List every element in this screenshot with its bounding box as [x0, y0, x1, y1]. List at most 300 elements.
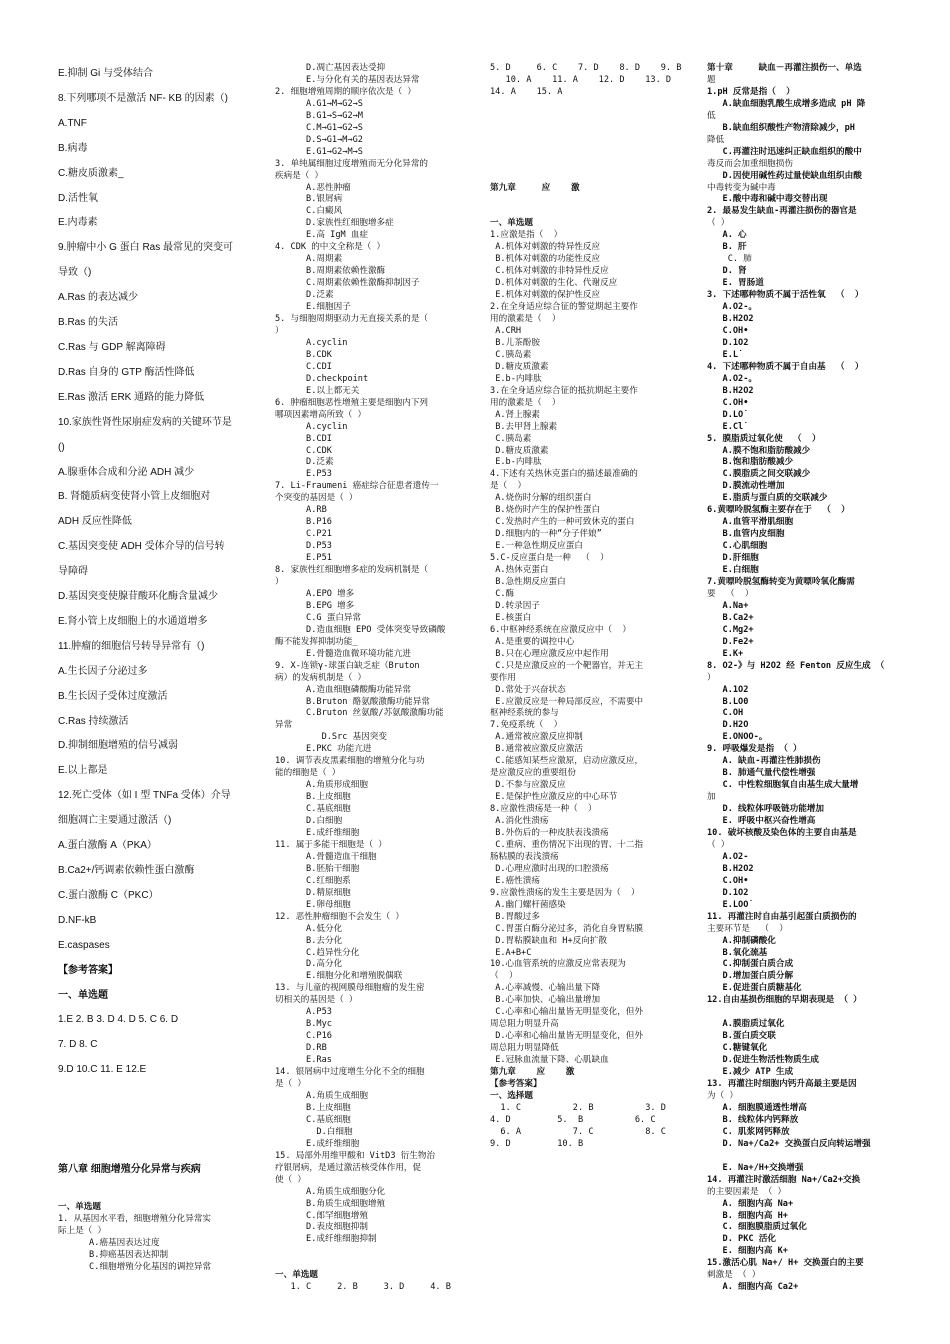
text-line: 1. C 2. B 3. D 4. B: [275, 1282, 451, 1293]
text-line: 13. 再灌注时细胞内钙升高最主要是因: [707, 1079, 857, 1090]
section-heading: 一、单选题: [58, 1201, 101, 1212]
text-line: 4. 下述哪种物质不属于自由基 （ ）: [707, 361, 864, 372]
text-line: （ ）: [707, 218, 730, 229]
text-line: B.Bruton 酪氨酸激酶功能异常: [275, 696, 430, 707]
text-line: A.造血细胞磷酸酶功能异常: [275, 684, 411, 695]
text-line: 肠粘膜的表浅溃疡: [490, 851, 559, 862]
text-line: 4. CDK 的中文全称是（ ）: [275, 242, 386, 253]
text-line: B. 细胞内高 H+: [707, 1210, 788, 1221]
text-line: B.去分化: [275, 935, 343, 946]
text-line: 1.应激是指（ ）: [490, 230, 563, 241]
text-line: [490, 99, 695, 111]
text-line: C.重病、重伤情况下出现的胃、十二指: [490, 839, 644, 850]
text-line: 的主要因素是 （ ）: [707, 1186, 787, 1197]
text-line: B. 线粒体内钙释放: [707, 1114, 799, 1125]
text-line: A.周期素: [275, 254, 343, 265]
text-line: D. 线粒体呼吸链功能增加: [707, 804, 824, 815]
text-line: C.Ras 持续激活: [58, 715, 129, 727]
text-line: B.缺血组织酸性产物清除减少，pH: [707, 122, 855, 133]
text-line: 9. X-连锁γ-球蛋白缺乏症（Bruton: [275, 660, 420, 671]
text-line: C.G 蛋白异常: [275, 612, 362, 623]
text-line: A.恶性肿瘤: [275, 182, 351, 193]
text-line: 低: [707, 110, 716, 121]
text-line: B.病毒: [58, 142, 88, 154]
text-line: E.以上都无关: [275, 385, 360, 396]
text-line: B.上皮细胞: [275, 1102, 351, 1113]
text-line: A.Na+: [707, 600, 749, 611]
text-line: B.H2O2: [707, 385, 754, 396]
text-line: 使（ ）: [275, 1174, 306, 1185]
text-line: E.细胞因子: [275, 302, 351, 313]
section-heading: 一、单选题: [275, 1270, 318, 1281]
text-line: D.家族性红细胞增多症: [275, 218, 394, 229]
text-line: C.再灌注时迅速纠正缺血组织的酸中: [707, 146, 862, 157]
text-line: E.成纤维细胞: [275, 1138, 360, 1149]
text-line: 14. A 15. A: [490, 86, 563, 97]
text-line: B.儿茶酚胺: [490, 337, 540, 348]
text-line: D.抑制细胞增殖的信号减弱: [58, 740, 178, 752]
text-line: B.Myc: [275, 1019, 332, 1030]
text-line: E.Ras: [275, 1055, 332, 1066]
text-line: A.角质生成细胞分化: [275, 1186, 386, 1197]
text-line: 病）的发病机制是（ ）: [275, 672, 367, 683]
text-line: 7.黄嘌呤脱氢酶转变为黄嘌呤氧化酶需: [707, 576, 855, 587]
text-line: 10. 破坏核酸及染色体的主要自由基是: [707, 828, 857, 838]
text-line: A.消化性溃疡: [490, 816, 549, 827]
text-line: C.郎罕细胞增殖: [275, 1210, 368, 1221]
section-heading: 一、单选题: [58, 989, 108, 1001]
text-line: [707, 1007, 897, 1019]
text-line: 酶不能发挥抑制功能_: [275, 636, 358, 647]
text-line: 1.E 2. B 3. D 4. D 5. C 6. D: [58, 1014, 179, 1026]
text-line: A.O2-。: [707, 302, 757, 313]
text-line: D.H2O: [707, 720, 749, 731]
text-line: D.泛素: [275, 290, 334, 301]
text-line: 15.激活心肌 Na+/ H+ 交换蛋白的主要: [707, 1258, 864, 1269]
text-line: A.生长因子分泌过多: [58, 665, 148, 677]
text-line: 7.免疫系统（ ）: [490, 720, 563, 731]
text-line: E.白细胞: [707, 565, 759, 576]
text-line: D.心理应激时出现的口腔溃疡: [490, 863, 609, 874]
text-line: 15. 局部外用维甲酸和 VitD3 衍生物治: [275, 1150, 436, 1161]
text-line: 9.D 10.C 11. E 12.E: [58, 1064, 147, 1076]
text-line: B.Ca2+/钙调素依赖性蛋白激酶: [58, 865, 195, 876]
text-line: D.糖皮质激素: [490, 445, 549, 456]
text-line: ）: [275, 325, 284, 336]
option-text: C.细胞增殖分化基因的调控异常: [58, 1261, 212, 1272]
text-line: B.心率加快、心输出量增加: [490, 995, 601, 1006]
text-line: D.精原细胞: [275, 887, 351, 898]
text-line: ）: [707, 672, 716, 683]
text-line: C.红细胞系: [275, 875, 351, 886]
text-line: 周总阻力明显降低: [490, 1043, 559, 1054]
option-text: B.抑癌基因表达抑制: [58, 1249, 169, 1260]
text-line: B.银屑病: [275, 194, 343, 205]
text-line: 11. 属于多能干细胞是（ ）: [275, 839, 387, 850]
text-line: 刺激是 （ ）: [707, 1270, 761, 1281]
text-line: D.机体对刺激的生化、代谢反应: [490, 278, 618, 289]
text-line: E.Ras 激活 ERK 通路的能力降低: [58, 391, 205, 403]
text-line: C.趋异性分化: [275, 947, 360, 958]
text-line: 11. 再灌注时自由基引起蛋白质损伤的: [707, 911, 857, 922]
text-line: 用的激素是（ ）: [490, 314, 561, 325]
text-line: 疗银屑病，是通过激活核受体作用，促: [275, 1162, 422, 1173]
text-line: 3. 下述哪种物质不属于活性氧 （ ）: [707, 290, 864, 301]
text-line: D.S→G1→M→G2: [275, 134, 363, 145]
text-line: A.EPO 增多: [275, 588, 355, 599]
text-line: [490, 194, 695, 206]
text-line: A.抑制磷酸化: [707, 935, 776, 946]
text-line: （ ）: [490, 971, 518, 982]
text-line: 7. Li-Fraumeni 癌症综合征患者遗传一: [275, 481, 439, 492]
text-line: E.L˙: [707, 349, 744, 360]
text-line: C.CDI: [275, 361, 332, 372]
text-line: 加: [707, 792, 716, 803]
text-line: A.O2-: [707, 851, 749, 862]
text-line: 中毒转变为碱中毒: [707, 182, 776, 193]
text-line: E.LOO˙: [707, 899, 754, 910]
text-line: E.减少 ATP 生成: [707, 1067, 794, 1078]
text-line: C.OH•: [707, 325, 749, 336]
text-line: A.血管平滑肌细胞: [707, 517, 794, 528]
text-line: B.胚胎干细胞: [275, 863, 360, 874]
text-line: (): [58, 441, 65, 453]
text-line: 4.下述有关热休克蛋白的描述最准确的: [490, 469, 638, 480]
text-line: D.RB: [275, 1043, 327, 1054]
text-line: 8.下列哪项不是激活 NF- KB 的因素（): [58, 92, 229, 104]
text-line: 能的细胞是（ ）: [275, 768, 341, 779]
text-line: D.常处于兴奋状态: [490, 684, 566, 695]
text-line: [707, 1151, 897, 1163]
text-line: D.不参与应激反应: [490, 780, 566, 791]
text-line: B. 肾髓质病变使肾小管上皮细胞对: [58, 491, 211, 503]
text-line: C.蛋白激酶 C（PKC）: [58, 889, 159, 901]
text-line: D.肝细胞: [707, 553, 759, 564]
text-line: [490, 123, 695, 135]
text-line: A.G1→M→G2→S: [275, 98, 363, 109]
text-line: C.酶: [490, 588, 515, 599]
text-line: A. 缺血-再灌注性肺损伤: [707, 756, 821, 767]
text-line: E.b-内啡肽: [490, 457, 542, 468]
text-line: C. 中性粒细胞氧自由基生成大量增: [707, 780, 859, 791]
text-line: D.转录因子: [490, 600, 540, 611]
text-line: 是应激反应的重要组份: [490, 768, 576, 779]
text-line: C.心肌细胞: [707, 541, 768, 552]
text-line: B.氧化巯基: [707, 947, 768, 958]
text-line: A. 心: [707, 230, 747, 241]
text-line: E.核蛋白: [490, 612, 532, 623]
text-line: C.基底细胞: [275, 1114, 351, 1125]
text-line: 10. 调节表皮黑素细胞的增殖分化与功: [275, 756, 425, 767]
text-line: A.P53: [275, 1007, 332, 1018]
text-line: 14. 银屑病中过度增生分化不全的细胞: [275, 1067, 425, 1078]
text-line: 14. 再灌注时激活细胞 Na+/Ca2+交换: [707, 1174, 861, 1185]
text-line: E.冠脉血流量下降、心肌缺血: [490, 1055, 609, 1066]
text-line: E.骨髓造血微环境功能亢进: [275, 648, 411, 659]
text-line: [275, 1246, 465, 1258]
text-line: C.胰岛素: [490, 349, 532, 360]
text-line: C.Bruton 丝氨酸/苏氨酸激酶功能: [275, 708, 444, 719]
text-line: E.机体对刺激的保护性反应: [490, 290, 601, 301]
text-line: 5. 与细胞周期驱动力无直接关系的是（: [275, 314, 429, 325]
text-line: C.胰岛素: [490, 433, 532, 444]
section-heading: 一、单选题: [490, 218, 533, 229]
text-line: 细胞凋亡主要通过激活（): [58, 815, 172, 827]
text-line: 个突变的基因是（ ）: [275, 493, 358, 504]
text-line: C.发热时产生的一种可致休克的蛋白: [490, 517, 635, 528]
text-line: C.只是应激反应的一个靶器官，并无主: [490, 660, 644, 671]
text-line: D.凋亡基因表达受抑: [275, 63, 386, 73]
text-line: D.Fe2+: [707, 636, 754, 647]
text-line: C.糖皮质激素_: [58, 167, 124, 179]
text-line: A.膜不饱和脂肪酸减少: [707, 445, 811, 456]
text-line: B.G1→S→G2→M: [275, 110, 363, 121]
text-line: 降低: [707, 134, 725, 145]
text-line: E.成纤维细胞: [275, 828, 360, 838]
text-line: [275, 1258, 465, 1270]
text-line: B.Ras 的失活: [58, 317, 119, 329]
text-line: [58, 1083, 254, 1108]
text-line: 枢神经系统的参与: [490, 708, 559, 719]
text-line: A.角质生成细胞: [275, 1090, 368, 1101]
question-text: 1. 从基因水平看，细胞增殖分化异常实: [58, 1213, 212, 1224]
text-line: B.H2O2: [707, 863, 754, 874]
text-line: 是（ ）: [275, 1079, 306, 1090]
text-line: B.通常被应激反应激活: [490, 744, 583, 755]
text-line: [490, 147, 695, 159]
text-line: B.只在心理应激反应中起作用: [490, 648, 609, 659]
text-line: E.caspases: [58, 939, 110, 951]
text-line: 5. 膜脂质过氧化使 （ ）: [707, 433, 821, 444]
text-line: A. 细胞膜通透性增高: [707, 1102, 807, 1113]
text-line: B.外伤后的一种皮肤表浅溃疡: [490, 828, 609, 838]
text-line: A.蛋白激酶 A（PKA）: [58, 840, 157, 852]
text-line: [490, 171, 695, 183]
text-line: D.NF-kB: [58, 914, 97, 926]
text-line: C.P21: [275, 529, 332, 540]
text-line: C.周期素依赖性激酶抑制因子: [275, 278, 420, 289]
text-line: D.因使用碱性药过量使缺血组织由酸: [707, 170, 862, 181]
text-line: C.基底细胞: [275, 804, 351, 815]
text-line: D.高分化: [275, 959, 343, 970]
text-line: E.细胞分化和增殖脱偶联: [275, 971, 403, 982]
text-line: 7. D 8. C: [58, 1039, 98, 1051]
text-line: 8. O2-》与 H2O2 经 Fenton 反应生成 （: [707, 660, 885, 671]
text-line: 6.中枢神经系统在应激反应中（ ）: [490, 624, 632, 635]
text-line: A.肾上腺素: [490, 409, 540, 420]
text-line: D.基因突变使腺苷酸环化酶含量减少: [58, 591, 218, 603]
text-line: 11.肿瘤的细胞信号转导异常有（): [58, 640, 205, 652]
text-line: 主要环节是 （ ）: [707, 923, 788, 934]
text-line: A. 细胞内高 Ca2+: [707, 1282, 799, 1293]
text-line: C.心率和心输出量皆无明显变化，但外: [490, 1007, 644, 1018]
text-line: E. 胃肠道: [707, 278, 764, 289]
column-3: [490, 63, 695, 1151]
text-line: C. 肺: [707, 254, 752, 265]
text-line: A.O2-。: [707, 373, 757, 384]
text-line: E.成纤维细胞抑制: [275, 1234, 377, 1245]
text-line: 毒反而会加重细胞损伤: [707, 158, 793, 169]
text-line: D. PKC 活化: [707, 1234, 776, 1245]
text-line: C.OH: [707, 708, 744, 719]
text-line: 哪项因素增高所致（ ）: [275, 409, 367, 420]
column-1: [58, 62, 254, 1273]
text-line: A.缺血细胞乳酸生成增多造成 pH 降: [707, 98, 866, 109]
text-line: A.通常被应激反应抑制: [490, 732, 583, 743]
text-line: D.Ras 自身的 GTP 酶活性降低: [58, 366, 195, 378]
text-line: E.ONOO-。: [707, 732, 768, 743]
text-line: C.M→G1→G2→S: [275, 122, 363, 133]
text-line: 是（ ）: [490, 481, 527, 492]
text-line: A.RB: [275, 505, 327, 516]
text-line: 周总阻力明显升高: [490, 1019, 559, 1030]
text-line: B.LO0: [707, 696, 749, 707]
text-line: B.H2O2: [707, 314, 754, 325]
text-line: 1. C 2. B 3. D: [490, 1102, 666, 1113]
text-line: B. 肺通气量代偿性增强: [707, 768, 816, 779]
text-line: B. 肝: [707, 242, 747, 253]
text-line: [490, 111, 695, 123]
text-line: [490, 206, 695, 218]
text-line: C.OH•: [707, 397, 749, 408]
text-line: 10.家族性肾性尿崩症发病的关键环节是: [58, 416, 232, 428]
text-line: C.机体对刺激的非特异性反应: [490, 266, 609, 277]
text-line: E.应激反应是一种局部反应，不需要中: [490, 696, 644, 707]
text-line: E.是保护性应激反应的中心环节: [490, 792, 618, 803]
text-line: B.上皮细胞: [275, 792, 351, 803]
text-line: 3. 单纯属细胞过度增殖而无分化异常的: [275, 158, 429, 169]
text-line: 切相关的基因是（ ）: [275, 995, 358, 1006]
text-line: B.CDI: [275, 433, 332, 444]
text-line: 要 （ ）: [707, 588, 754, 599]
text-line: 12.自由基损伤细胞的早期表现是 （ ）: [707, 995, 862, 1006]
text-line: E.酸中毒和碱中毒交替出现: [707, 194, 828, 205]
text-line: D.胃粘膜缺血和 H+反向扩散: [490, 935, 607, 946]
text-line: D.Src 基因突变: [275, 732, 387, 743]
text-line: A.烧伤时分解的组织蛋白: [490, 493, 592, 504]
text-line: 异常: [275, 720, 293, 731]
text-line: E.以上都是: [58, 765, 108, 777]
text-line: 2. 最易发生缺血-再灌注损伤的器官是: [707, 206, 857, 217]
text-line: 为（ ）: [707, 1090, 738, 1101]
text-line: D.泛素: [275, 457, 334, 468]
text-line: A.骨髓造血干细胞: [275, 851, 377, 862]
text-line: E.与分化有关的基因表达异常: [275, 74, 420, 85]
text-line: 用的激素是（ ）: [490, 397, 561, 408]
section-heading: 第十章 缺血－再灌注损伤一、单选: [707, 63, 862, 73]
text-line: A.幽门螺杆菌感染: [490, 899, 566, 910]
text-line: E. 呼吸中枢兴奋性增高: [707, 816, 816, 827]
text-line: B.饱和脂肪酸减少: [707, 457, 794, 468]
text-line: D.白细胞: [275, 816, 343, 827]
text-line: [58, 1133, 254, 1158]
text-line: E.高 IgM 血症: [275, 230, 369, 241]
text-line: B.蛋白质交联: [707, 1031, 776, 1042]
text-line: D.checkpoint: [275, 373, 369, 384]
text-line: E.P53: [275, 469, 332, 480]
text-line: A.1O2: [707, 684, 749, 695]
text-line: 要作用: [490, 672, 516, 683]
text-line: （ ）: [707, 839, 730, 850]
text-line: 2. 细胞增殖周期的顺序依次是（ ）: [275, 86, 417, 97]
text-line: 导致（): [58, 267, 92, 279]
text-line: 8.应激性溃疡是一种（ ）: [490, 804, 597, 815]
text-line: E.K+: [707, 648, 744, 659]
text-line: A.膜脂质过氧化: [707, 1019, 785, 1030]
text-line: B.周期素依赖性激酶: [275, 266, 386, 277]
text-line: C.抑制蛋白质合成: [707, 959, 794, 970]
text-line: 9.应激性溃疡的发生主要是因为（ ）: [490, 887, 640, 898]
text-line: E.卵母细胞: [275, 899, 351, 910]
text-line: D. Na+/Ca2+ 交换蛋白反向转运增强: [707, 1138, 871, 1149]
text-line: D.促进生物活性物质生成: [707, 1055, 819, 1066]
section-heading: 第九章 应 激: [490, 182, 580, 193]
text-line: 10. A 11. A 12. D 13. D: [490, 74, 672, 85]
text-line: A.cyclin: [275, 337, 348, 348]
text-line: A.低分化: [275, 923, 343, 934]
text-line: ）: [275, 576, 284, 587]
text-line: B.角质生成细胞增殖: [275, 1198, 386, 1209]
text-line: A.腺垂体合成和分泌 ADH 减少: [58, 466, 195, 478]
text-line: E.P51: [275, 553, 332, 564]
text-line: 9.肿瘤中小 G 蛋白 Ras 最常见的突变可: [58, 242, 234, 254]
text-line: C. 细胞膜脂质过氧化: [707, 1222, 807, 1233]
text-line: D.增加蛋白质分解: [707, 971, 794, 982]
text-line: E.脂质与蛋白质的交联减少: [707, 493, 828, 504]
text-line: C.糖键氧化: [707, 1043, 768, 1054]
text-line: 导障碍: [58, 566, 88, 578]
text-line: E.Cl˙: [707, 421, 749, 432]
text-line: B.生长因子受体过度激活: [58, 690, 168, 702]
text-line: [58, 1108, 254, 1133]
text-line: D.LO˙: [707, 409, 749, 420]
section-heading: 第九章 应 激: [490, 1067, 575, 1078]
text-line: B.血管内皮细胞: [707, 529, 785, 540]
text-line: 8. 家族性红细胞增多症的发病机制是（: [275, 565, 429, 576]
text-line: 13. 与儿童的视网膜母细胞瘤的发生密: [275, 983, 425, 994]
text-line: E.PKC 功能亢进: [275, 744, 372, 755]
text-line: E.b-内啡肽: [490, 373, 542, 384]
section-heading: 一、选择题: [490, 1090, 533, 1101]
text-line: E.促进蛋白质糖基化: [707, 983, 802, 994]
column-4: [707, 63, 897, 1294]
text-line: C.CDK: [275, 445, 332, 456]
option-text: A.癌基因表达过度: [58, 1237, 160, 1248]
text-line: D.P53: [275, 541, 332, 552]
text-line: B.去甲肾上腺素: [490, 421, 558, 432]
text-line: A.cyclin: [275, 421, 348, 432]
text-line: C.白癜风: [275, 206, 343, 217]
text-line: C.基因突变使 ADH 受体介导的信号转: [58, 541, 225, 553]
text-line: A.是重要的调控中心: [490, 636, 575, 647]
column-2: [275, 63, 465, 1294]
text-line: E.内毒素: [58, 217, 98, 229]
text-line: C.Ras 与 GDP 解离障碍: [58, 341, 166, 353]
text-line: [490, 159, 695, 171]
text-line: 疾病是（ ）: [275, 170, 324, 181]
text-line: C.膜脂质之间交联减少: [707, 469, 811, 480]
text-line: D.细胞内的一种“分子伴娘”: [490, 529, 602, 540]
text-line: D.造血细胞 EPO 受体突变导致磷酸: [275, 624, 446, 635]
text-line: 题: [707, 74, 716, 85]
text-line: A.热休克蛋白: [490, 565, 549, 576]
section-heading: 【参考答案】: [490, 1079, 542, 1090]
text-line: E.抑制 Gi 与受体结合: [58, 68, 154, 79]
text-line: D.心率和心输出量皆无明显变化，但外: [490, 1031, 644, 1042]
text-line: [490, 135, 695, 147]
text-line: E.G1→G2→M→S: [275, 146, 363, 157]
text-line: A.角质形成细胞: [275, 780, 368, 791]
